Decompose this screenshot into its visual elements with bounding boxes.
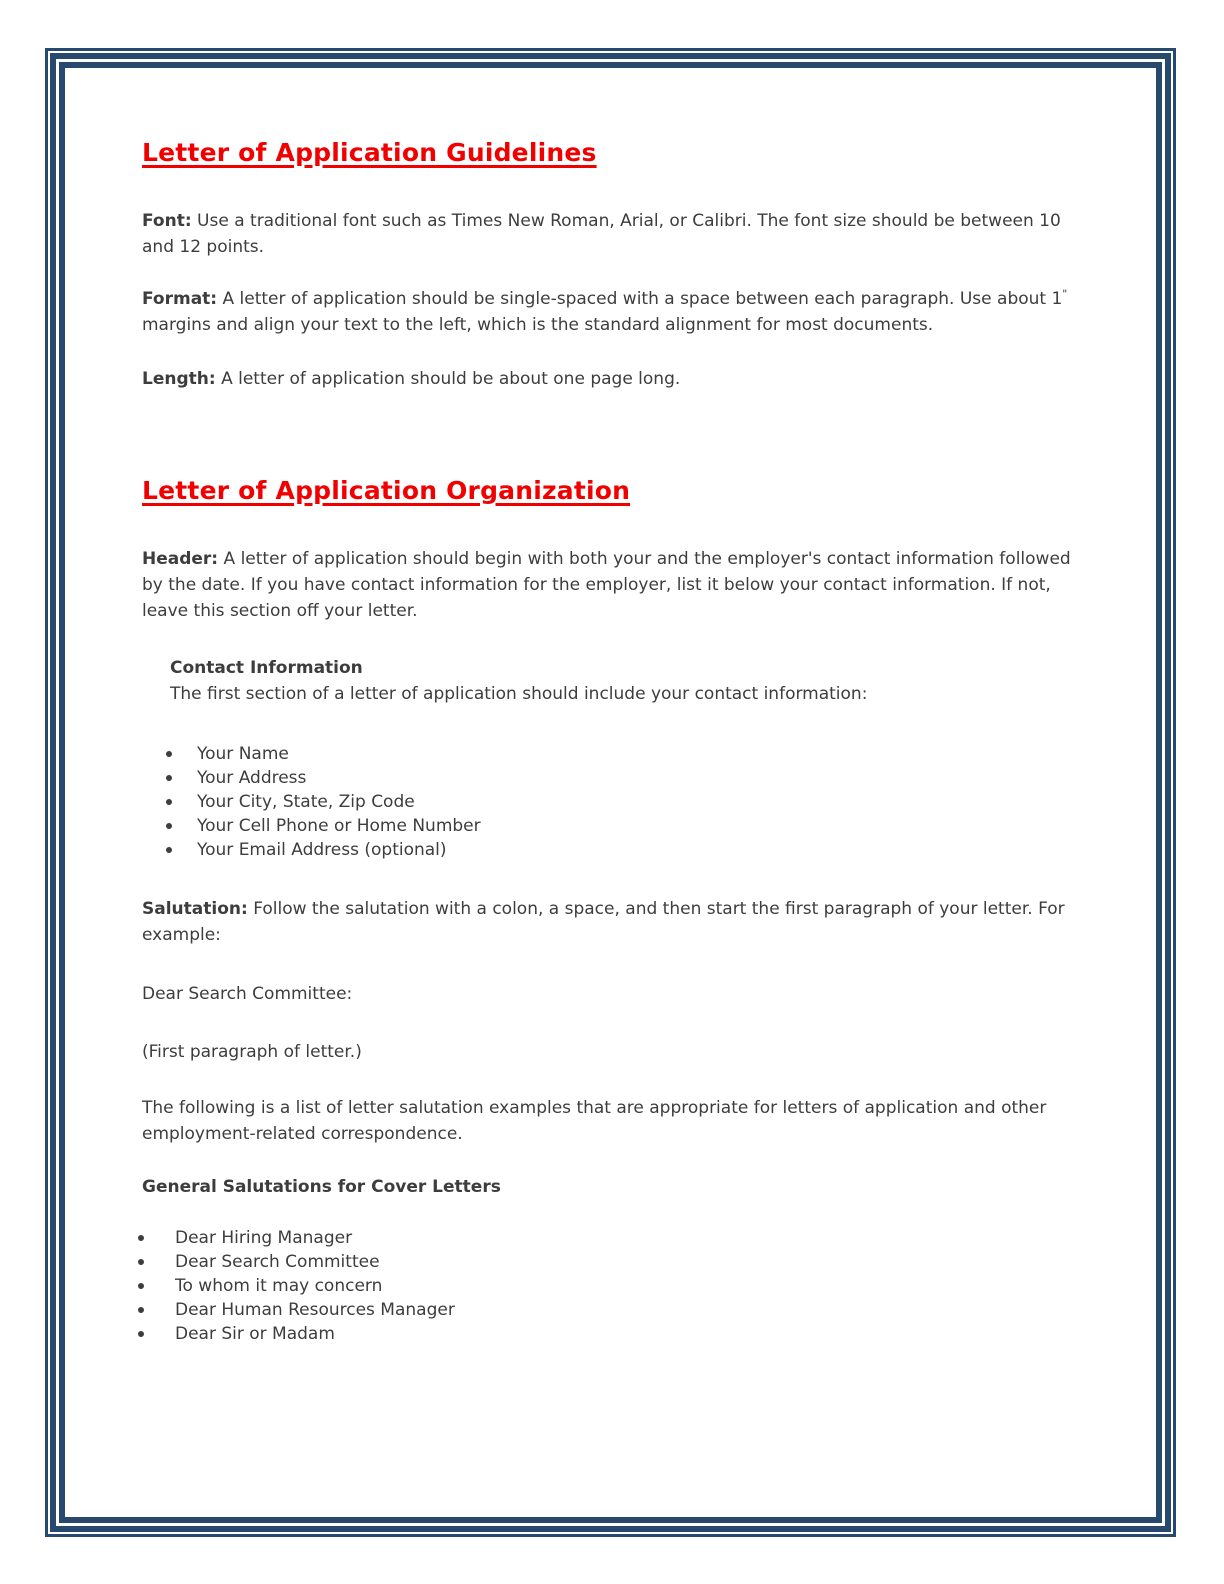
list-item — [142, 1250, 1082, 1274]
list-item-text: Your Name — [197, 744, 289, 764]
list-item — [142, 1226, 1082, 1250]
length-label: Length: — [142, 369, 216, 389]
example-salutation: Dear Search Committee: — [142, 984, 353, 1004]
contact-items-list — [142, 742, 1082, 862]
header-label: Header: — [142, 549, 219, 569]
contact-information-heading: Contact Information — [170, 658, 363, 678]
list-item-text: Your Cell Phone or Home Number — [197, 816, 481, 836]
font-label: Font: — [142, 211, 192, 231]
organization-title: Letter of Application Organization — [142, 476, 631, 505]
list-item — [142, 1322, 1082, 1346]
list-item-text: Dear Search Committee — [175, 1252, 380, 1272]
guidelines-title: Letter of Application Guidelines — [142, 138, 597, 167]
format-text-1: A letter of application should be single-spaced with a space between each paragraph. Use about 1 — [222, 289, 1063, 309]
length-text: A letter of application should be about one page long. — [221, 369, 681, 389]
general-salutations-heading: General Salutations for Cover Letters — [142, 1177, 501, 1197]
list-item-text: Dear Sir or Madam — [175, 1324, 335, 1344]
list-item — [142, 766, 1082, 790]
general-salutations-list — [142, 1226, 1082, 1346]
list-item-text: To whom it may concern — [175, 1276, 383, 1296]
format-text-2: margins and align your text to the left, which is the standard alignment for most documents. — [142, 315, 934, 335]
header-text: A letter of application should begin with both your and the employer's contact information followed by the date. If you have contact information for the employer, list it below your contact information. If not, leave this section off your letter. — [142, 549, 1071, 621]
length-paragraph — [142, 366, 1082, 392]
format-paragraph — [142, 286, 1082, 338]
list-item — [142, 742, 1082, 766]
list-item-text: Your Email Address (optional) — [197, 840, 447, 860]
example-first-paragraph: (First paragraph of letter.) — [142, 1042, 362, 1062]
font-paragraph — [142, 208, 1082, 260]
header-paragraph — [142, 546, 1082, 624]
salutation-label: Salutation: — [142, 899, 248, 919]
format-label: Format: — [142, 289, 218, 309]
list-item — [142, 1274, 1082, 1298]
list-item — [142, 838, 1082, 862]
list-item — [142, 790, 1082, 814]
list-item-text: Your City, State, Zip Code — [197, 792, 415, 812]
list-item — [142, 1298, 1082, 1322]
salutation-text: Follow the salutation with a colon, a space, and then start the first paragraph of your letter. For example: — [142, 899, 1065, 945]
inch-mark: " — [1062, 287, 1068, 301]
list-item-text: Your Address — [197, 768, 307, 788]
list-item-text: Dear Hiring Manager — [175, 1228, 353, 1248]
following-paragraph: The following is a list of letter salutation examples that are appropriate for letters of application and other employment-related correspondence. — [142, 1098, 1047, 1144]
list-item-text: Dear Human Resources Manager — [175, 1300, 455, 1320]
salutation-paragraph — [142, 896, 1082, 948]
contact-information-intro: The first section of a letter of application should include your contact information: — [170, 684, 868, 704]
font-text: Use a traditional font such as Times New Roman, Arial, or Calibri. The font size should be between 10 and 12 points. — [142, 211, 1061, 257]
list-item — [142, 814, 1082, 838]
